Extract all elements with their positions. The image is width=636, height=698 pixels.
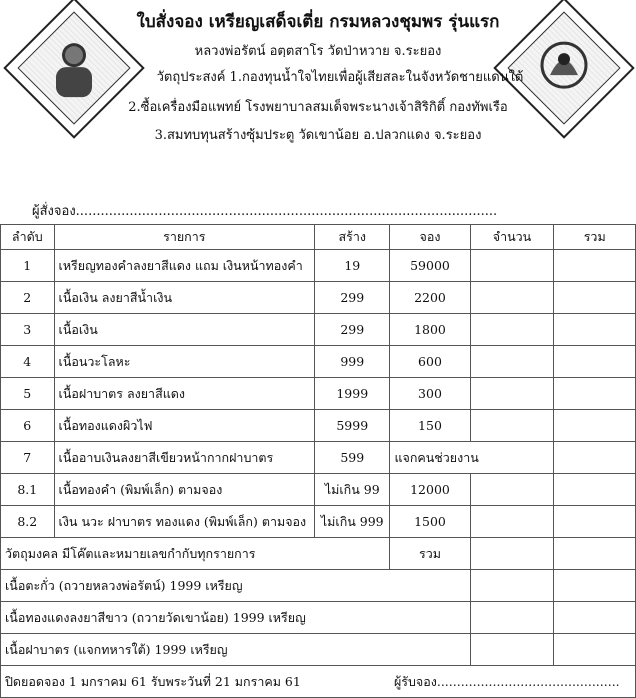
qty-cell[interactable] bbox=[470, 282, 554, 314]
row-no: 3 bbox=[1, 314, 55, 346]
row-price: 1500 bbox=[390, 506, 470, 538]
row-no: 8.2 bbox=[1, 506, 55, 538]
total-cell[interactable] bbox=[554, 282, 636, 314]
row-price: 12000 bbox=[390, 474, 470, 506]
footer-row bbox=[1, 602, 636, 634]
closing-row bbox=[1, 666, 636, 698]
row-made: 599 bbox=[315, 442, 390, 474]
col-header-item: รายการ bbox=[54, 225, 315, 250]
qty-cell[interactable] bbox=[470, 474, 554, 506]
row-item: เนื้ออาบเงินลงยาสีเขียวหน้ากากฝาบาตร bbox=[54, 442, 315, 474]
row-price: 600 bbox=[390, 346, 470, 378]
row-item: เนื้อทองคำ (พิมพ์เล็ก) ตามจอง bbox=[54, 474, 315, 506]
table-row bbox=[1, 474, 636, 506]
row-made: 299 bbox=[315, 282, 390, 314]
note-text: วัตถุมงคล มีโค๊ตและหมายเลขกำกับทุกรายการ bbox=[1, 538, 390, 570]
row-no: 1 bbox=[1, 250, 55, 282]
col-header-no: ลำดับ bbox=[1, 225, 55, 250]
row-no: 2 bbox=[1, 282, 55, 314]
col-header-total: รวม bbox=[554, 225, 636, 250]
row-item: เหรียญทองคำลงยาสีแดง แถม เงินหน้าทองคำ bbox=[54, 250, 315, 282]
row-no: 4 bbox=[1, 346, 55, 378]
row-price: 59000 bbox=[390, 250, 470, 282]
purpose-line-1: วัตถุประสงค์ 1.กองทุนน้ำใจไทยเพื่อผู้เสียสละในจังหวัดชายแดนใต้ bbox=[156, 70, 524, 85]
table-row bbox=[1, 314, 636, 346]
row-item: เนื้อเงิน bbox=[54, 314, 315, 346]
row-made: 999 bbox=[315, 346, 390, 378]
purpose-line-2: 2.ซื้อเครื่องมือแพทย์ โรงพยาบาลสมเด็จพระนางเจ้าสิริกิติ์ กองทัพเรือ bbox=[128, 100, 508, 115]
closing-date: ปิดยอดจอง 1 มกราคม 61 รับพระวันที่ 21 มกราคม 61 bbox=[1, 666, 390, 698]
total-cell[interactable] bbox=[554, 378, 636, 410]
row-price: 2200 bbox=[390, 282, 470, 314]
row-made: ไม่เกิน 99 bbox=[315, 474, 390, 506]
qty-cell[interactable] bbox=[470, 314, 554, 346]
row-item: เนื้อฝาบาตร ลงยาสีแดง bbox=[54, 378, 315, 410]
col-header-price: จอง bbox=[390, 225, 470, 250]
table-row bbox=[1, 506, 636, 538]
row-price: 300 bbox=[390, 378, 470, 410]
row-no: 8.1 bbox=[1, 474, 55, 506]
row-item: เงิน นวะ ฝาบาตร ทองแดง (พิมพ์เล็ก) ตามจอง bbox=[54, 506, 315, 538]
row-made: ไม่เกิน 999 bbox=[315, 506, 390, 538]
note-row bbox=[1, 538, 636, 570]
row-price: 1800 bbox=[390, 314, 470, 346]
table-header-row bbox=[1, 225, 636, 250]
total-cell[interactable] bbox=[554, 250, 636, 282]
footer-row bbox=[1, 570, 636, 602]
total-cell[interactable] bbox=[554, 506, 636, 538]
total-cell[interactable] bbox=[554, 346, 636, 378]
page-title: ใบสั่งจอง เหรียญเสด็จเตี่ย กรมหลวงชุมพร รุ่นแรก bbox=[136, 12, 500, 32]
table-row bbox=[1, 282, 636, 314]
qty-cell[interactable] bbox=[470, 506, 554, 538]
row-made: 1999 bbox=[315, 378, 390, 410]
footer-line-3: เนื้อฝาบาตร (แจกทหารใต้) 1999 เหรียญ bbox=[1, 634, 390, 666]
grand-total-qty-cell[interactable] bbox=[470, 538, 554, 570]
row-price: 150 bbox=[390, 410, 470, 442]
row-made: 19 bbox=[315, 250, 390, 282]
receiver-line: ผู้รับจอง.............................................. bbox=[390, 666, 636, 698]
row-made: 5999 bbox=[315, 410, 390, 442]
qty-cell[interactable] bbox=[470, 378, 554, 410]
monk-line: หลวงพ่อรัตน์ อตฺตสาโร วัดป่าหวาย จ.ระยอง bbox=[194, 44, 442, 59]
purpose-line-3: 3.สมทบทุนสร้างซุ้มประตู วัดเขาน้อย อ.ปลวกแดง จ.ระยอง bbox=[154, 128, 482, 143]
row-no: 5 bbox=[1, 378, 55, 410]
row-made: 299 bbox=[315, 314, 390, 346]
table-row bbox=[1, 410, 636, 442]
orderer-line: ผู้สั่งจอง...................................................................................................... bbox=[32, 204, 498, 219]
footer-line-1: เนื้อตะกั่ว (ถวายหลวงพ่อรัตน์) 1999 เหรียญ bbox=[1, 570, 390, 602]
row-item: เนื้อนวะโลหะ bbox=[54, 346, 315, 378]
row-no: 7 bbox=[1, 442, 55, 474]
table-row bbox=[1, 378, 636, 410]
footer-row bbox=[1, 634, 636, 666]
row-item: เนื้อทองแดงผิวไฟ bbox=[54, 410, 315, 442]
order-table bbox=[0, 224, 636, 698]
qty-cell[interactable] bbox=[470, 410, 554, 442]
total-cell[interactable] bbox=[554, 474, 636, 506]
total-label: รวม bbox=[390, 538, 470, 570]
col-header-made: สร้าง bbox=[315, 225, 390, 250]
row-price: แจกคนช่วยงาน bbox=[390, 442, 554, 474]
table-row bbox=[1, 346, 636, 378]
table-row bbox=[1, 442, 636, 474]
total-cell[interactable] bbox=[554, 442, 636, 474]
table-row bbox=[1, 250, 636, 282]
footer-line-2: เนื้อทองแดงลงยาสีขาว (ถวายวัดเขาน้อย) 1999 เหรียญ bbox=[1, 602, 390, 634]
row-item: เนื้อเงิน ลงยาสีน้ำเงิน bbox=[54, 282, 315, 314]
qty-cell[interactable] bbox=[470, 346, 554, 378]
grand-total-cell[interactable] bbox=[554, 538, 636, 570]
qty-cell[interactable] bbox=[470, 250, 554, 282]
row-no: 6 bbox=[1, 410, 55, 442]
col-header-qty: จำนวน bbox=[470, 225, 554, 250]
total-cell[interactable] bbox=[554, 314, 636, 346]
total-cell[interactable] bbox=[554, 410, 636, 442]
